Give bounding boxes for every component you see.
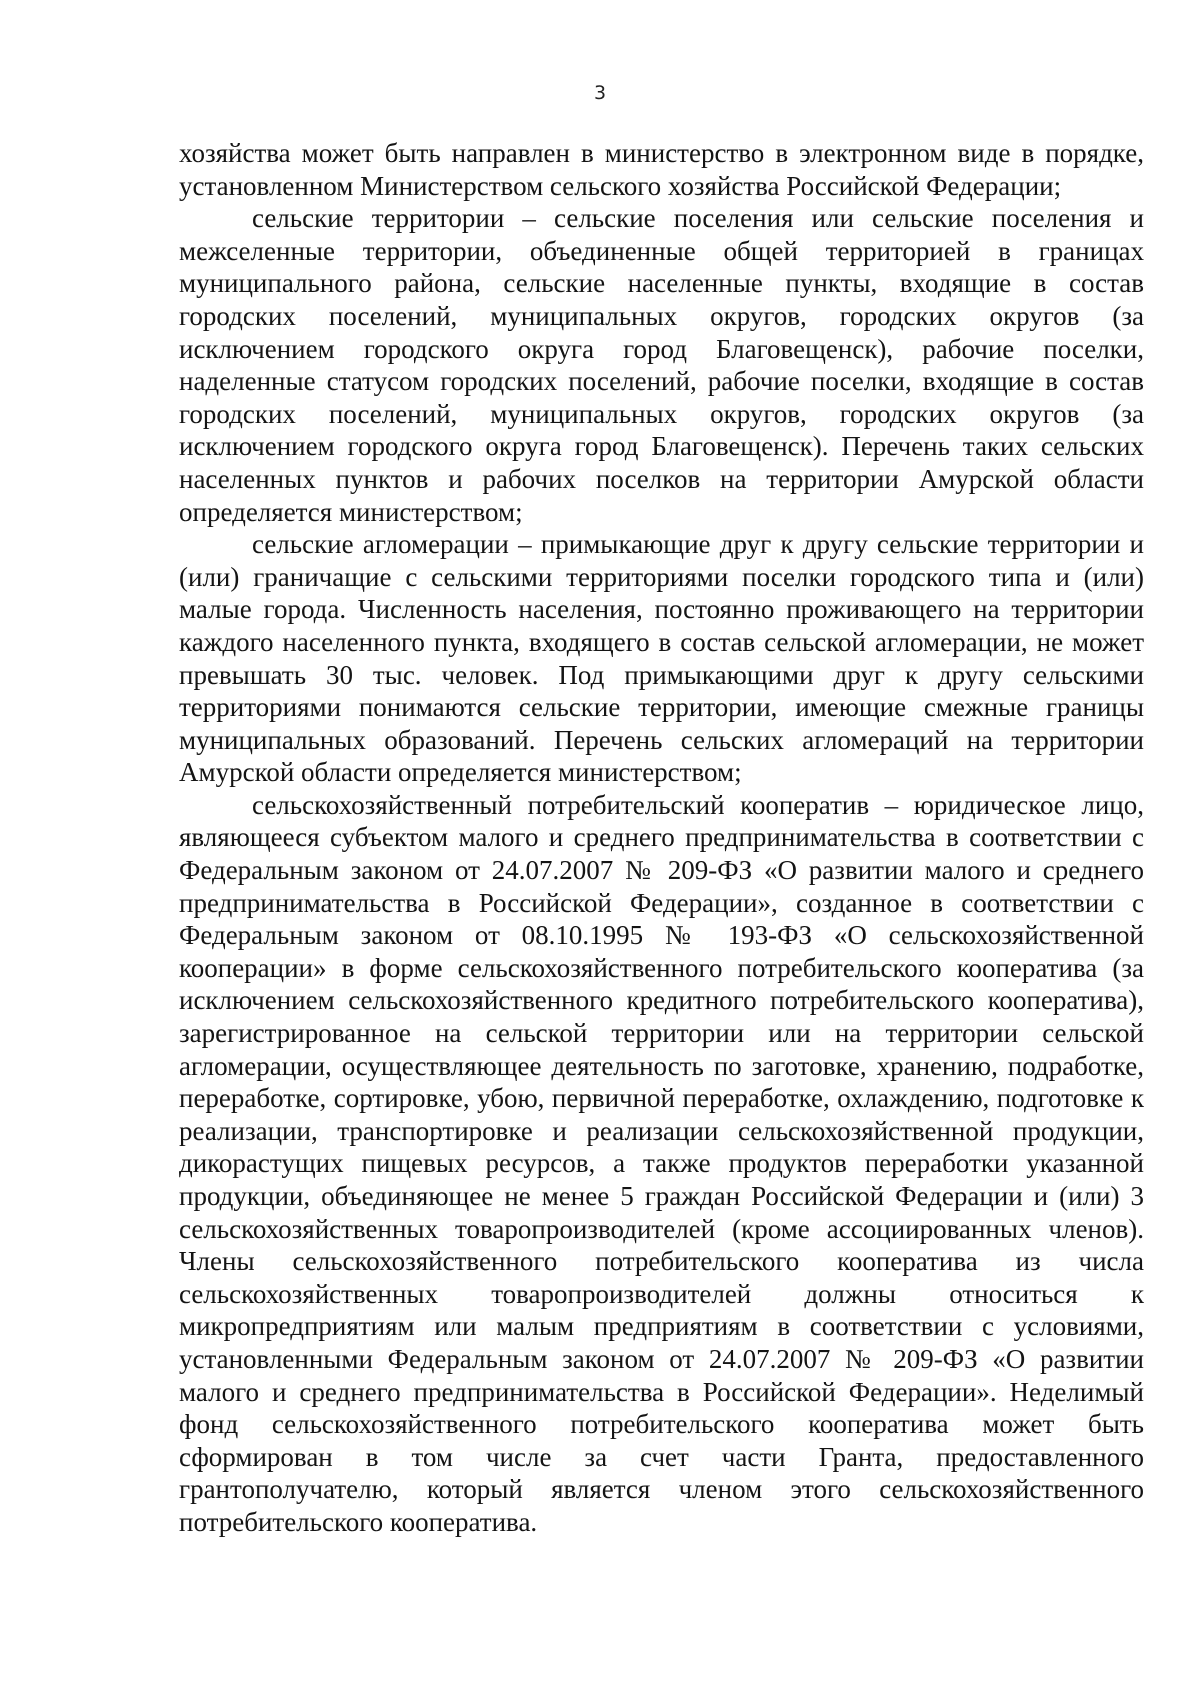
paragraph-agricultural-cooperative: сельскохозяйственный потребительский кооператив – юридическое лицо, являющееся субъектом малого и среднего предпринимательства в соответствии с Федеральным законом от 24.07.2007 № 209-ФЗ «О развитии малого и среднего предпринимательства в Российской Федерации», созданное в соответствии с Федеральным законом от 08.10.1995 № 193-ФЗ «О сельскохозяйственной кооперации» в форме сельскохозяйственного потребительского кооператива (за исключением сельскохозяйственного кредитного потребительского кооператива), зарегистрированное на сельской территории или на территории сельской агломерации, осуществляющее деятельность по заготовке, хранению, подработке, переработке, сортировке, убою, первичной переработке, охлаждению, подготовке к реализации, транспортировке и реализации сельскохозяйственной продукции, дикорастущих пищевых ресурсов, а также продуктов переработки указанной продукции, объединяющее не менее 5 граждан Российской Федерации и (или) 3 сельскохозяйственных товаропроизводителей (кроме ассоциированных членов). Члены сельскохозяйственного потребительского кооператива из числа сельскохозяйственных товаропроизводителей должны относиться к микропредприятиям или малым предприятиям в соответствии с условиями, установленными Федеральным законом от 24.07.2007 № 209-ФЗ «О развитии малого и среднего предпринимательства в Российской Федерации». Неделимый фонд сельскохозяйственного потребительского кооператива может быть сформирован в том числе за счет части Гранта, предоставленного грантополучателю, который является членом этого сельскохозяйственного потребительского кооператива. <box>179 789 1144 1537</box>
paragraph-rural-agglomerations: сельские агломерации – примыкающие друг к другу сельские территории и (или) граничащие с сельскими территориями поселки городского типа и (или) малые города. Численность населения, постоянно проживающего на территории каждого населенного пункта, входящего в состав сельской агломерации, не может превышать 30 тыс. человек. Под примыкающими друг к другу сельскими территориями понимаются сельские территории, имеющие смежные границы муниципальных образований. Перечень сельских агломераций на территории Амурской области определяется министерством; <box>179 529 1144 788</box>
paragraph-continuation: хозяйства может быть направлен в министерство в электронном виде в порядке, установленном Министерством сельского хозяйства Российской Федерации; <box>179 138 1144 201</box>
document-body <box>179 137 1144 1539</box>
paragraph-rural-territories: сельские территории – сельские поселения или сельские поселения и межселенные территории, объединенные общей территорией в границах муниципального района, сельские населенные пункты, входящие в состав городских поселений, муниципальных округов, городских округов (за исключением городского округа город Благовещенск), рабочие поселки, наделенные статусом городских поселений, рабочие поселки, входящие в состав городских поселений, муниципальных округов, городских округов (за исключением городского округа город Благовещенск). Перечень таких сельских населенных пунктов и рабочих поселков на территории Амурской области определяется министерством; <box>179 203 1144 527</box>
page-number: 3 <box>593 82 607 104</box>
